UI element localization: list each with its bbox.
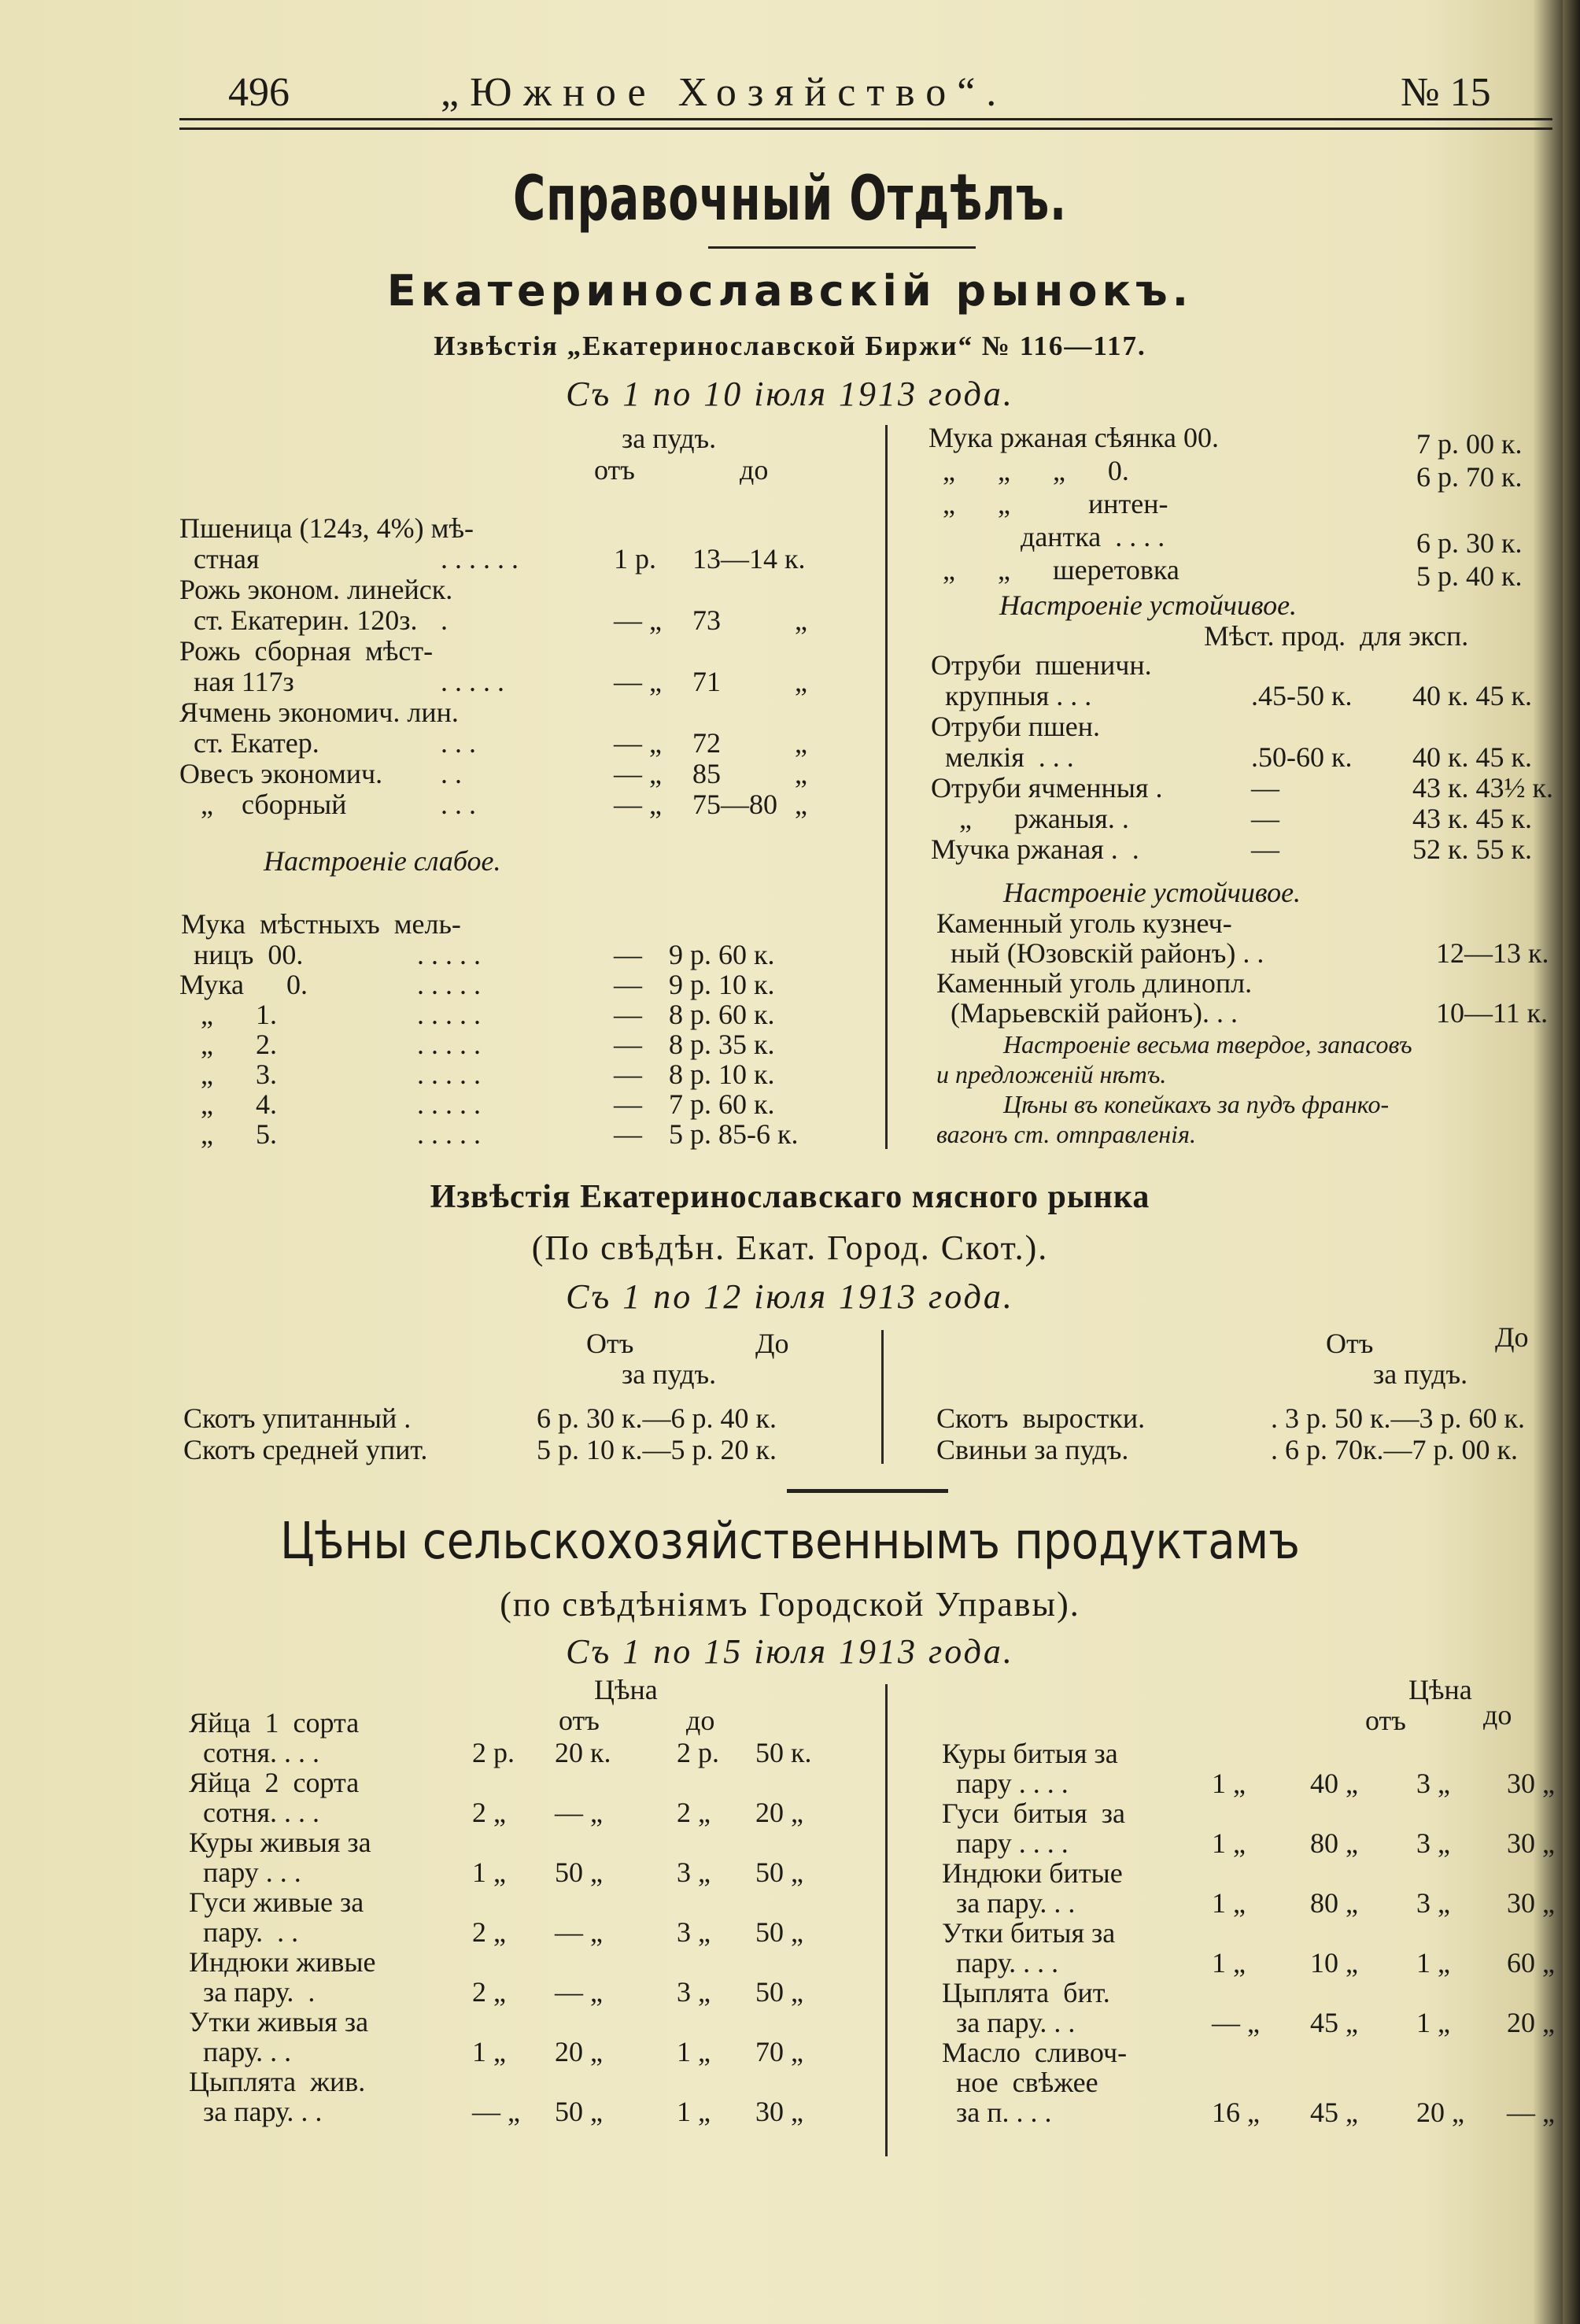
flour-row-name: „ 4. xyxy=(179,1088,277,1120)
flour-row-dots: . . . . . xyxy=(417,1118,481,1150)
price-row-name: Цыплята жив. xyxy=(189,2066,366,2097)
grain-row-price: 13—14 к. xyxy=(692,543,806,575)
market-note-1: Настроеніе весьма твердое, запасовъ xyxy=(1003,1030,1412,1059)
issue-number: № 15 xyxy=(1401,70,1491,115)
grain-row-name: стная xyxy=(179,543,260,575)
coal-row-name: Каменный уголь кузнеч- xyxy=(936,907,1232,939)
market-mood-left: Настроеніе слабое. xyxy=(264,845,501,877)
price-row-to-kop: 50 „ xyxy=(755,1857,803,1888)
meat-row-price: 5 р. 10 к.—5 р. 20 к. xyxy=(537,1434,777,1465)
grain-row-name: Пшеница (124з, 4%) мѣ- xyxy=(179,512,474,544)
price-row-to-rub: 20 „ xyxy=(1416,2097,1464,2128)
grain-row-name: Рожь эконом. линейск. xyxy=(179,574,453,605)
market-note-2: и предложеній нѣтъ. xyxy=(936,1060,1167,1088)
market-col-to: до xyxy=(740,454,769,486)
meat-title: Извѣстія Екатеринославскаго мясного рынка xyxy=(430,1179,1150,1215)
meat-row-name: Скотъ средней упит. xyxy=(183,1434,428,1465)
price-row-from-kop: 50 „ xyxy=(555,2096,603,2127)
grain-row-price: 71 xyxy=(692,666,721,697)
flour-row-dash: — xyxy=(614,1118,642,1150)
price-row-from-kop: 80 „ xyxy=(1310,1887,1358,1919)
grain-row-name: ст. Екатерин. 120з. xyxy=(179,604,418,636)
flour-row-name: ницъ 00. xyxy=(179,939,304,970)
price-row-name: Куры живыя за xyxy=(189,1827,371,1858)
price-row-to-kop: — „ xyxy=(1507,2097,1555,2128)
price-row-from-kop: 20 „ xyxy=(555,2036,603,2067)
bran-heading: Мѣст. прод. для эксп. xyxy=(1204,620,1469,652)
price-row-from-rub: 2 „ xyxy=(472,1797,506,1828)
meat-row-name: Свиньи за пудъ. xyxy=(936,1434,1129,1465)
journal-title: „Южное Хозяйство“. xyxy=(441,70,1008,115)
prices-column-divider xyxy=(885,1684,888,2156)
prices-right-price-head: Цѣна xyxy=(1408,1674,1472,1705)
bran-row-mid: — xyxy=(1251,772,1279,804)
price-row-to-rub: 2 р. xyxy=(677,1737,719,1768)
market-note-4: вагонъ ст. отправленія. xyxy=(936,1120,1196,1148)
flour-row-price: 7 р. 60 к. xyxy=(669,1088,775,1120)
rye-flour-row-price: 6 р. 30 к. xyxy=(1416,527,1523,559)
meat-left-from: Отъ xyxy=(586,1328,634,1359)
price-row-name: за п. . . . xyxy=(942,2097,1052,2128)
grain-row-dots: . . . xyxy=(441,727,476,759)
bran-row-name: Мучка ржаная . . xyxy=(931,833,1139,865)
bran-row-name: Отруби пшен. xyxy=(931,711,1101,742)
prices-left-from-head: отъ xyxy=(559,1705,600,1736)
price-row-to-kop: 50 „ xyxy=(755,1976,803,2008)
flour-heading: Мука мѣстныхъ мель- xyxy=(181,908,461,940)
price-row-to-rub: 3 „ xyxy=(1416,1768,1450,1799)
grain-row-name: Рожь сборная мѣст- xyxy=(179,635,434,667)
price-row-to-rub: 3 „ xyxy=(677,1976,711,2008)
bran-row-price: 40 к. 45 к. xyxy=(1412,680,1532,711)
market-title: Екатеринославскій рынокъ. xyxy=(386,266,1194,316)
flour-row-price: 9 р. 10 к. xyxy=(669,969,775,1000)
price-row-from-rub: — „ xyxy=(472,2096,520,2127)
flour-row-dash: — xyxy=(614,939,642,970)
price-row-to-kop: 50 к. xyxy=(755,1737,812,1768)
prices-right-from-head: отъ xyxy=(1365,1705,1406,1736)
meat-row-name: Скотъ выростки. xyxy=(936,1402,1146,1434)
prices-right-to-head: до xyxy=(1483,1699,1512,1731)
price-row-to-kop: 20 „ xyxy=(755,1797,803,1828)
grain-row-unit: „ xyxy=(795,758,807,789)
header-rule-top xyxy=(179,118,1552,120)
rye-flour-row-price: 7 р. 00 к. xyxy=(1416,428,1523,460)
meat-right-unit: за пудъ. xyxy=(1373,1358,1468,1390)
flour-row-price: 8 р. 60 к. xyxy=(669,999,775,1030)
bran-row-mid: — xyxy=(1251,833,1279,865)
title-divider xyxy=(708,246,976,249)
meat-row-price: . 3 р. 50 к.—3 р. 60 к. xyxy=(1271,1402,1525,1434)
grain-row-name: ная 117з xyxy=(179,666,294,697)
price-row-to-kop: 60 „ xyxy=(1507,1947,1555,1979)
flour-row-dash: — xyxy=(614,969,642,1000)
meat-column-divider xyxy=(881,1330,884,1464)
bran-row-name: „ ржаныя. . xyxy=(931,803,1129,834)
grain-row-unit: „ xyxy=(795,666,807,697)
rye-flour-row-price: 5 р. 40 к. xyxy=(1416,560,1523,592)
grain-row-unit: „ xyxy=(795,727,807,759)
flour-row-name: Мука 0. xyxy=(179,969,308,1000)
price-row-to-kop: 30 „ xyxy=(1507,1827,1555,1859)
meat-period: Съ 1 по 12 іюля 1913 года. xyxy=(566,1277,1014,1316)
bran-row-name: мелкія . . . xyxy=(931,741,1074,773)
grain-row-unit: „ xyxy=(795,604,807,636)
flour-row-dash: — xyxy=(614,1059,642,1090)
coal-row-name: Каменный уголь длинопл. xyxy=(936,967,1253,999)
bran-row-price: 52 к. 55 к. xyxy=(1412,833,1532,865)
price-row-name: Утки живыя за xyxy=(189,2006,369,2038)
price-row-name: Куры битыя за xyxy=(942,1738,1118,1769)
price-row-from-kop: 40 „ xyxy=(1310,1768,1358,1799)
price-row-from-rub: 1 „ xyxy=(472,2036,506,2067)
flour-row-dots: . . . . . xyxy=(417,1059,481,1090)
price-row-to-rub: 1 „ xyxy=(677,2036,711,2067)
price-row-from-rub: 2 р. xyxy=(472,1737,515,1768)
price-row-name: сотня. . . . xyxy=(189,1797,320,1828)
flour-row-dots: . . . . . xyxy=(417,969,481,1000)
price-row-from-kop: 50 „ xyxy=(555,1857,603,1888)
rye-flour-row-name: дантка . . . . xyxy=(928,521,1165,552)
grain-row-dots: . xyxy=(441,604,448,636)
price-row-name: Яйца 1 сорта xyxy=(189,1707,360,1738)
price-row-from-kop: 45 „ xyxy=(1310,2007,1358,2038)
price-row-from-rub: 1 „ xyxy=(1212,1827,1246,1859)
market-mood-right-1: Настроеніе устойчивое. xyxy=(999,589,1298,621)
price-row-name: пару . . . xyxy=(189,1857,301,1888)
grain-row-name: „ сборный xyxy=(179,789,347,820)
price-row-name: пару. . . . xyxy=(942,1947,1059,1979)
market-period: Съ 1 по 10 іюля 1913 года. xyxy=(566,375,1014,413)
price-row-from-rub: 16 „ xyxy=(1212,2097,1260,2128)
rye-flour-row-name: Мука ржаная сѣянка 00. xyxy=(928,422,1219,453)
bran-row-mid: .45-50 к. xyxy=(1251,680,1353,711)
flour-row-name: „ 1. xyxy=(179,999,277,1030)
price-row-to-kop: 70 „ xyxy=(755,2036,803,2067)
grain-row-from: — „ xyxy=(614,789,662,820)
flour-row-name: „ 2. xyxy=(179,1029,277,1060)
price-row-to-rub: 1 „ xyxy=(1416,1947,1450,1979)
price-row-from-kop: 45 „ xyxy=(1310,2097,1358,2128)
price-row-name: Индюки живые xyxy=(189,1946,376,1978)
flour-row-dots: . . . . . xyxy=(417,939,481,970)
market-source: Извѣстія „Екатеринославской Биржи“ № 116—117. xyxy=(434,331,1146,361)
price-row-from-kop: — „ xyxy=(555,1797,603,1828)
market-note-3: Цѣны въ копейкахъ за пудъ франко- xyxy=(1003,1090,1390,1118)
price-row-name: пару. . . xyxy=(189,1916,299,1948)
price-row-from-rub: — „ xyxy=(1212,2007,1260,2038)
price-row-from-rub: 1 „ xyxy=(1212,1887,1246,1919)
price-row-name: за пару. . . xyxy=(189,2096,323,2127)
price-row-name: Гуси битыя за xyxy=(942,1797,1125,1829)
bran-row-mid: — xyxy=(1251,803,1279,834)
price-row-name: за пару. . . xyxy=(942,2007,1076,2038)
coal-row-name: (Марьевскій районъ). . . xyxy=(936,997,1239,1029)
prices-left-price-head: Цѣна xyxy=(594,1674,658,1705)
market-column-divider xyxy=(885,425,888,1149)
grain-row-name: Овесъ экономич. xyxy=(179,758,383,789)
price-row-from-kop: — „ xyxy=(555,1916,603,1948)
bran-row-mid: .50-60 к. xyxy=(1251,741,1353,773)
market-mood-right-2: Настроеніе устойчивое. xyxy=(1003,877,1301,908)
price-row-name: пару . . . . xyxy=(942,1768,1069,1799)
rye-flour-row-name: „ „ интен- xyxy=(928,488,1168,519)
header-rule-bottom xyxy=(179,127,1552,130)
flour-row-dots: . . . . . xyxy=(417,999,481,1030)
page-number: 496 xyxy=(228,70,290,115)
flour-row-price: 5 р. 85-6 к. xyxy=(669,1118,799,1150)
grain-row-unit: „ xyxy=(795,789,807,820)
rye-flour-row-name: „ „ „ 0. xyxy=(928,455,1129,486)
flour-row-price: 9 р. 60 к. xyxy=(669,939,775,970)
grain-row-from: 1 р. xyxy=(614,543,656,575)
price-row-to-rub: 3 „ xyxy=(677,1857,711,1888)
meat-right-from: Отъ xyxy=(1326,1328,1374,1359)
flour-row-dots: . . . . . xyxy=(417,1029,481,1060)
price-row-name: сотня. . . . xyxy=(189,1737,320,1768)
market-col-unit: за пудъ. xyxy=(622,423,717,454)
price-row-name: Цыплята бит. xyxy=(942,1977,1110,2008)
price-row-to-kop: 30 „ xyxy=(1507,1768,1555,1799)
meat-row-price: 6 р. 30 к.—6 р. 40 к. xyxy=(537,1402,777,1434)
flour-row-price: 8 р. 10 к. xyxy=(669,1059,775,1090)
price-row-to-rub: 1 „ xyxy=(677,2096,711,2127)
price-row-name: за пару. . . xyxy=(942,1887,1076,1919)
price-row-to-rub: 2 „ xyxy=(677,1797,711,1828)
grain-row-from: — „ xyxy=(614,727,662,759)
price-row-name: Индюки битые xyxy=(942,1857,1123,1889)
prices-period: Съ 1 по 15 іюля 1913 года. xyxy=(566,1632,1014,1671)
flour-row-dash: — xyxy=(614,1029,642,1060)
price-row-from-rub: 2 „ xyxy=(472,1976,506,2008)
coal-row-price: 12—13 к. xyxy=(1436,937,1549,969)
price-row-to-kop: 20 „ xyxy=(1507,2007,1555,2038)
price-row-to-kop: 50 „ xyxy=(755,1916,803,1948)
price-row-to-rub: 3 „ xyxy=(677,1916,711,1948)
prices-source: (по свѣдѣніямъ Городской Управы). xyxy=(500,1585,1080,1624)
coal-row-name: ный (Юзовскій районъ) . . xyxy=(936,937,1264,969)
meat-left-to: До xyxy=(755,1328,789,1359)
prices-title: Цѣны сельскохозяйственнымъ продуктамъ xyxy=(279,1513,1301,1571)
grain-row-price: 72 xyxy=(692,727,721,759)
meat-row-price: . 6 р. 70к.—7 р. 00 к. xyxy=(1271,1434,1518,1465)
bran-row-price: 40 к. 45 к. xyxy=(1412,741,1532,773)
coal-row-price: 10—11 к. xyxy=(1436,997,1549,1029)
bran-row-price: 43 к. 45 к. xyxy=(1412,803,1532,834)
price-row-from-kop: 20 к. xyxy=(555,1737,611,1768)
bran-row-price: 43 к. 43½ к. xyxy=(1412,772,1553,804)
flour-row-dash: — xyxy=(614,999,642,1030)
price-row-to-rub: 3 „ xyxy=(1416,1887,1450,1919)
grain-row-dots: . . . . . . xyxy=(441,543,519,575)
market-col-from: отъ xyxy=(594,454,635,486)
page-edge-shadow xyxy=(1563,0,1580,2324)
price-row-from-rub: 1 „ xyxy=(472,1857,506,1888)
price-row-from-rub: 2 „ xyxy=(472,1916,506,1948)
price-row-name: Яйца 2 сорта xyxy=(189,1767,360,1798)
meat-left-unit: за пудъ. xyxy=(622,1358,717,1390)
grain-row-price: 85 xyxy=(692,758,721,789)
price-row-name: Гуси живые за xyxy=(189,1886,364,1918)
grain-row-from: — „ xyxy=(614,604,662,636)
price-row-to-kop: 30 „ xyxy=(755,2096,803,2127)
price-row-from-rub: 1 „ xyxy=(1212,1768,1246,1799)
price-row-name: за пару. . xyxy=(189,1976,316,2008)
flour-row-dash: — xyxy=(614,1088,642,1120)
meat-row-name: Скотъ упитанный . xyxy=(183,1402,412,1434)
grain-row-name: ст. Екатер. xyxy=(179,727,319,759)
price-row-to-kop: 30 „ xyxy=(1507,1887,1555,1919)
section-title: Справочный Отдѣлъ. xyxy=(513,164,1067,235)
grain-row-from: — „ xyxy=(614,666,662,697)
bran-row-name: Отруби ячменныя . xyxy=(931,772,1163,804)
price-row-name: пару. . . xyxy=(189,2036,292,2067)
price-row-from-rub: 1 „ xyxy=(1212,1947,1246,1979)
grain-row-name: Ячмень экономич. лин. xyxy=(179,696,459,728)
price-row-name: Масло сливоч- xyxy=(942,2037,1128,2068)
prices-divider xyxy=(787,1489,948,1493)
rye-flour-row-name: „ „ шеретовка xyxy=(928,554,1179,586)
flour-row-dots: . . . . . xyxy=(417,1088,481,1120)
grain-row-dots: . . xyxy=(441,758,462,789)
price-row-name: пару . . . . xyxy=(942,1827,1069,1859)
grain-row-from: — „ xyxy=(614,758,662,789)
bran-row-name: крупныя . . . xyxy=(931,680,1092,711)
meat-source: (По свѣдѣн. Екат. Город. Скот.). xyxy=(531,1229,1049,1267)
price-row-to-rub: 1 „ xyxy=(1416,2007,1450,2038)
grain-row-price: 75—80 xyxy=(692,789,777,820)
price-row-from-kop: 10 „ xyxy=(1310,1947,1358,1979)
rye-flour-row-price: 6 р. 70 к. xyxy=(1416,461,1523,493)
price-row-from-kop: — „ xyxy=(555,1976,603,2008)
meat-right-to: До xyxy=(1495,1321,1529,1353)
price-row-name: ное свѣжее xyxy=(942,2067,1098,2098)
price-row-to-rub: 3 „ xyxy=(1416,1827,1450,1859)
price-row-from-kop: 80 „ xyxy=(1310,1827,1358,1859)
flour-row-name: „ 5. xyxy=(179,1118,277,1150)
grain-row-dots: . . . . . xyxy=(441,666,504,697)
grain-row-dots: . . . xyxy=(441,789,476,820)
flour-row-name: „ 3. xyxy=(179,1059,277,1090)
flour-row-price: 8 р. 35 к. xyxy=(669,1029,775,1060)
bran-row-name: Отруби пшеничн. xyxy=(931,649,1152,681)
grain-row-price: 73 xyxy=(692,604,721,636)
prices-left-to-head: до xyxy=(686,1705,715,1736)
price-row-name: Утки битыя за xyxy=(942,1917,1116,1949)
